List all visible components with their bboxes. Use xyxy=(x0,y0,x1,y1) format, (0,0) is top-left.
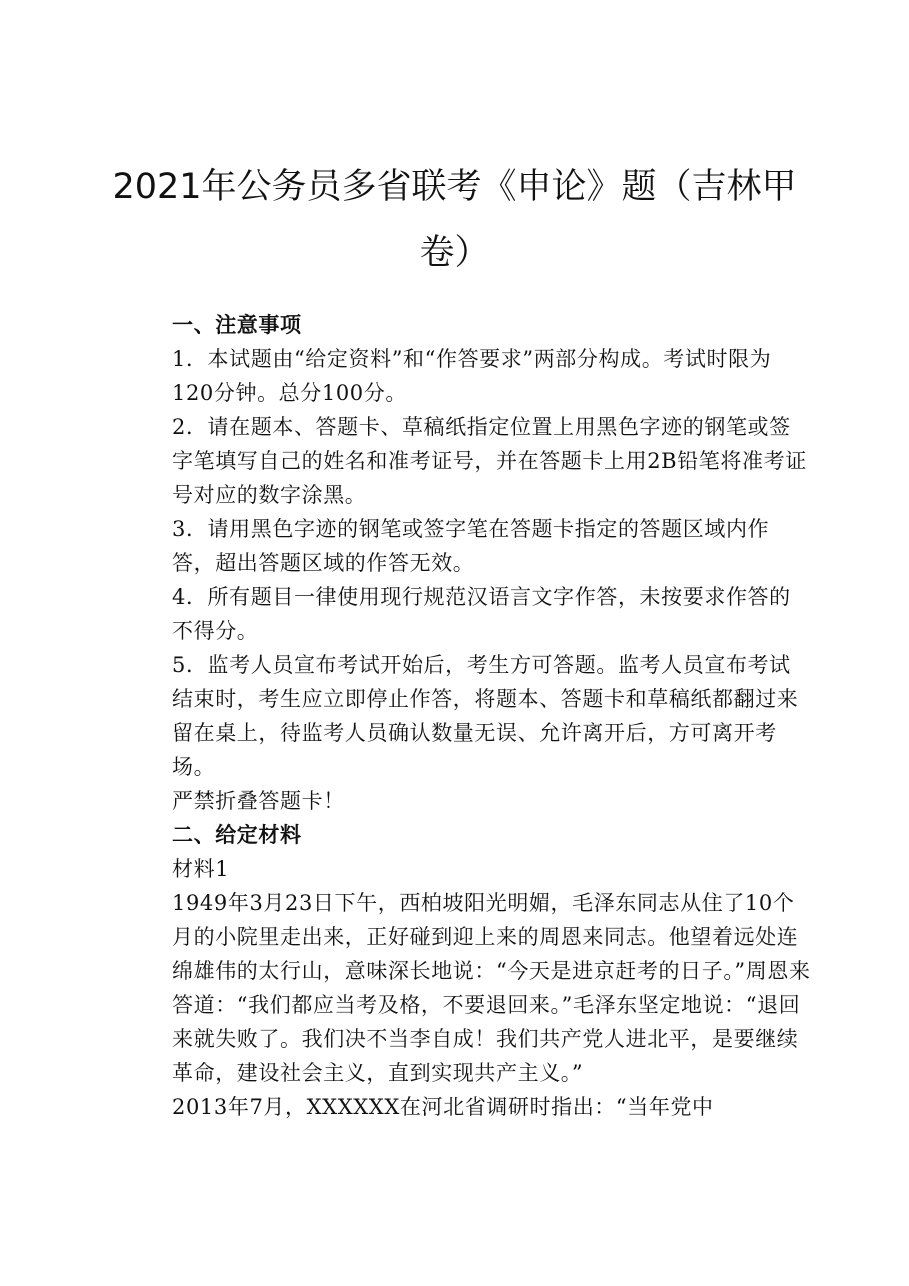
material-label: 材料1 xyxy=(172,857,230,881)
notice-item-4: 4．所有题目一律使用现行规范汉语言文字作答，未按要求作答的不得分。 xyxy=(172,585,791,643)
document-body xyxy=(172,308,812,1124)
notice-item-1: 1．本试题由“给定资料”和“作答要求”两部分构成。考试时限为120分钟。总分100分。 xyxy=(172,347,772,405)
notice-item-3: 3．请用黑色字迹的钢笔或签字笔在答题卡指定的答题区域内作答，超出答题区域的作答无效。 xyxy=(172,517,770,575)
notice-warning: 严禁折叠答题卡！ xyxy=(172,789,345,813)
section-heading-notes: 一、注意事项 xyxy=(172,313,302,337)
title-line-2: 卷） xyxy=(419,233,490,273)
notice-item-2: 2．请在题本、答题卡、草稿纸指定位置上用黑色字迹的钢笔或签字笔填写自己的姓名和准考证号，并在答题卡上用2B铅笔将准考证号对应的数字涂黑。 xyxy=(172,415,807,507)
material-paragraph-2: 2013年7月，XXXXXX在河北省调研时指出：“当年党中 xyxy=(172,1095,714,1119)
notice-item-5: 5．监考人员宣布考试开始后，考生方可答题。监考人员宣布考试结束时，考生应立即停止作答，将题本、答题卡和草稿纸都翻过来留在桌上，待监考人员确认数量无误、允许离开后，方可离开考场。 xyxy=(172,653,799,779)
title-line-1: 2021年公务员多省联考《申论》题（吉林甲 xyxy=(112,167,797,207)
document-title xyxy=(80,154,829,286)
section-heading-materials: 二、给定材料 xyxy=(172,823,302,847)
material-paragraph-1: 1949年3月23日下午，西柏坡阳光明媚，毛泽东同志从住了10个月的小院里走出来，正好碰到迎上来的周恩来同志。他望着远处连绵雄伟的太行山，意味深长地说：“今天是进京赶考的日子。”周恩来答道：“我们都应当考及格，不要退回来。”毛泽东坚定地说：“退回来就失败了。我们决不当李自成！我们共产党人进北平，是要继续革命，建设社会主义，直到实现共产主义。” xyxy=(172,891,811,1085)
